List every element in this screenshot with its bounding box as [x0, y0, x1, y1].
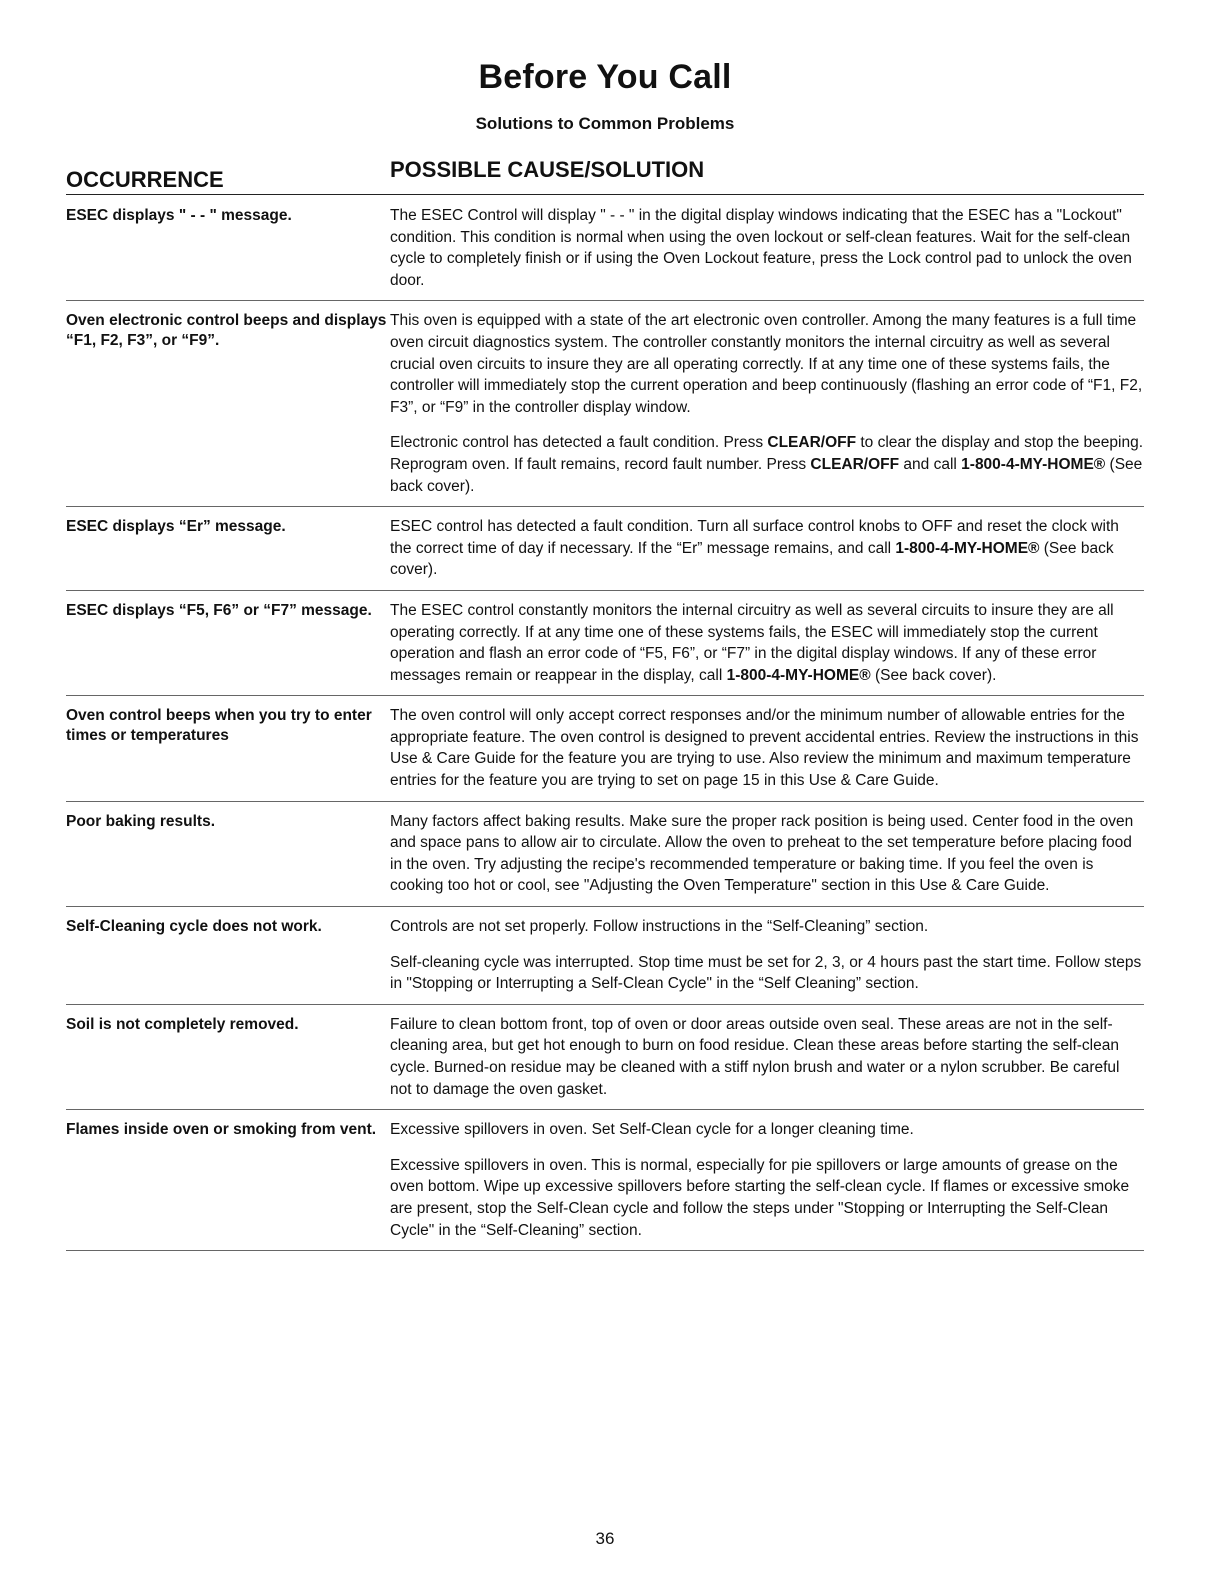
solution-paragraph	[390, 811, 1144, 897]
emphasized-text: 1-800-4-MY-HOME®	[895, 539, 1040, 557]
emphasized-text: 1-800-4-MY-HOME®	[961, 455, 1106, 473]
solution-text: to clear the display and stop the beeping. Reprogram oven. If fault remains, record fault number. Press	[390, 434, 1144, 473]
table-row	[66, 1014, 1144, 1110]
solution-text: Controls are not set properly. Follow instructions in the “Self-Cleaning” section.	[390, 918, 929, 936]
solution-cell	[390, 600, 1144, 686]
solution-text: Self-cleaning cycle was interrupted. Stop time must be set for 2, 3, or 4 hours past the start time. Follow steps in "Stopping or Interrupting a Self-Clean Cycle" in the “Self Cleaning” section.	[390, 953, 1142, 993]
solution-paragraph	[390, 916, 1144, 938]
page-title: Before You Call	[478, 58, 732, 96]
occurrence-text: Self-Cleaning cycle does not work.	[66, 918, 322, 936]
occurrence-text: Soil is not completely removed.	[66, 1015, 299, 1033]
occurrence-text: Poor baking results.	[66, 812, 216, 830]
solution-paragraph	[390, 952, 1144, 995]
occurrence-text: Oven control beeps when you try to enter times or temperatures	[66, 707, 372, 745]
emphasized-text: CLEAR/OFF	[767, 434, 857, 452]
table-row	[66, 811, 1144, 907]
occurrence-text: ESEC displays “Er” message.	[66, 518, 286, 536]
table-row	[66, 705, 1144, 801]
occurrence-text: Oven electronic control beeps and displays “F1, F2, F3”, or “F9”.	[66, 312, 387, 350]
occurrence-text: Flames inside oven or smoking from vent.	[66, 1121, 377, 1139]
table-row	[66, 516, 1144, 591]
solution-cell	[390, 516, 1144, 581]
emphasized-text: CLEAR/OFF	[810, 455, 900, 473]
troubleshooting-table	[66, 205, 1144, 1260]
solution-paragraph	[390, 310, 1144, 418]
solution-cell	[390, 811, 1144, 897]
occurrence-column-header: OCCURRENCE	[66, 167, 224, 192]
solution-text: The oven control will only accept correct responses and/or the minimum number of allowable entries for the appropriate feature. The oven control is designed to prevent accidental entries. Review the instructions in this Use & Care Guide for the feature you are trying to use. Also review the minimum and maximum temperature entries for the feature you are trying to set on page 15 in this Use & Care Guide.	[390, 707, 1139, 790]
solution-cell	[390, 705, 1144, 791]
table-row	[66, 600, 1144, 696]
solution-text: (See back cover).	[390, 455, 1143, 495]
table-row	[66, 1119, 1144, 1251]
solution-column-header: POSSIBLE CAUSE/SOLUTION	[390, 157, 705, 182]
table-row	[66, 916, 1144, 1005]
solution-text: Many factors affect baking results. Make sure the proper rack position is being used. Center food in the oven and space pans to allow air to circulate. Allow the oven to preheat to the set temperature before placing food in the oven. Try adjusting the recipe's recommended temperature or baking time. If you feel the oven is cooking too hot or cool, see "Adjusting the Oven Temperature" section in this Use & Care Guide.	[390, 812, 1134, 895]
solution-cell	[390, 310, 1144, 497]
solution-text: Excessive spillovers in oven. Set Self-Clean cycle for a longer cleaning time.	[390, 1121, 914, 1139]
page-subtitle: Solutions to Common Problems	[475, 114, 735, 133]
solution-text: This oven is equipped with a state of the art electronic oven controller. Among the many features is a full time oven circuit diagnostics system. The controller constantly monitors the internal circuitry as well as several crucial oven circuits to insure they are all operating correctly. If at any time one of these systems fails, the controller will immediately stop the current operation and beep continuously (flashing an error code of “F1, F2, F3”, or “F9” in the controller display window.	[390, 312, 1143, 416]
solution-text: The ESEC Control will display " - - " in the digital display windows indicating that the ESEC has a "Lockout" condition. This condition is normal when using the oven lockout or self-clean features. Wait for the self-clean cycle to completely finish or if using the Oven Lockout feature, press the Lock control pad to unlock the oven door.	[390, 207, 1132, 289]
solution-paragraph	[390, 705, 1144, 791]
solution-paragraph	[390, 1119, 1144, 1141]
table-row	[66, 310, 1144, 507]
solution-text: Failure to clean bottom front, top of oven or door areas outside oven seal. These areas are not in the self-cleaning area, but get hot enough to burn on food residue. Clean these areas before starting the self-clean cycle. Burned-on residue may be cleaned with a stiff nylon brush and water or a nylon scrubber. Be careful not to damage the oven gasket.	[390, 1015, 1120, 1098]
solution-paragraph	[390, 432, 1144, 497]
solution-cell	[390, 1014, 1144, 1100]
solution-paragraph	[390, 205, 1144, 291]
solution-text: ESEC control has detected a fault condition. Turn all surface control knobs to OFF and reset the clock with the correct time of day if necessary. If the “Er” message remains, and call	[390, 518, 1119, 557]
solution-cell	[390, 1119, 1144, 1241]
table-row	[66, 205, 1144, 301]
solution-paragraph	[390, 600, 1144, 686]
solution-text: The ESEC control constantly monitors the internal circuitry as well as several circuits to insure they are all operating correctly. If at any time one of these systems fails, the ESEC will immediately stop the current operation and flash an error code of “F5, F6”, or “F7” in the digital display windows. If any of these error messages remain or reappear in the display, call	[390, 601, 1114, 684]
solution-text: (See back cover).	[390, 539, 1114, 579]
solution-text: Excessive spillovers in oven. This is normal, especially for pie spillovers or large amounts of grease on the oven bottom. Wipe up excessive spillovers before starting the self-clean cycle. If flames or excessive smoke are present, stop the Self-Clean cycle and follow the steps under "Stopping or Interrupting the Self-Clean Cycle" in the “Self-Cleaning” section.	[390, 1156, 1130, 1239]
occurrence-text: ESEC displays “F5, F6” or “F7” message.	[66, 601, 372, 619]
solution-text: and call	[899, 455, 962, 473]
header-divider	[66, 194, 1144, 195]
solution-cell	[390, 205, 1144, 291]
solution-paragraph	[390, 1155, 1144, 1241]
solution-paragraph	[390, 1014, 1144, 1100]
solution-paragraph	[390, 516, 1144, 581]
solution-text: (See back cover).	[870, 666, 997, 684]
page-number: 36	[595, 1529, 615, 1548]
occurrence-text: ESEC displays " - - " message.	[66, 207, 292, 224]
solution-cell	[390, 916, 1144, 995]
solution-text: Electronic control has detected a fault condition. Press	[390, 434, 768, 452]
emphasized-text: 1-800-4-MY-HOME®	[726, 666, 871, 684]
